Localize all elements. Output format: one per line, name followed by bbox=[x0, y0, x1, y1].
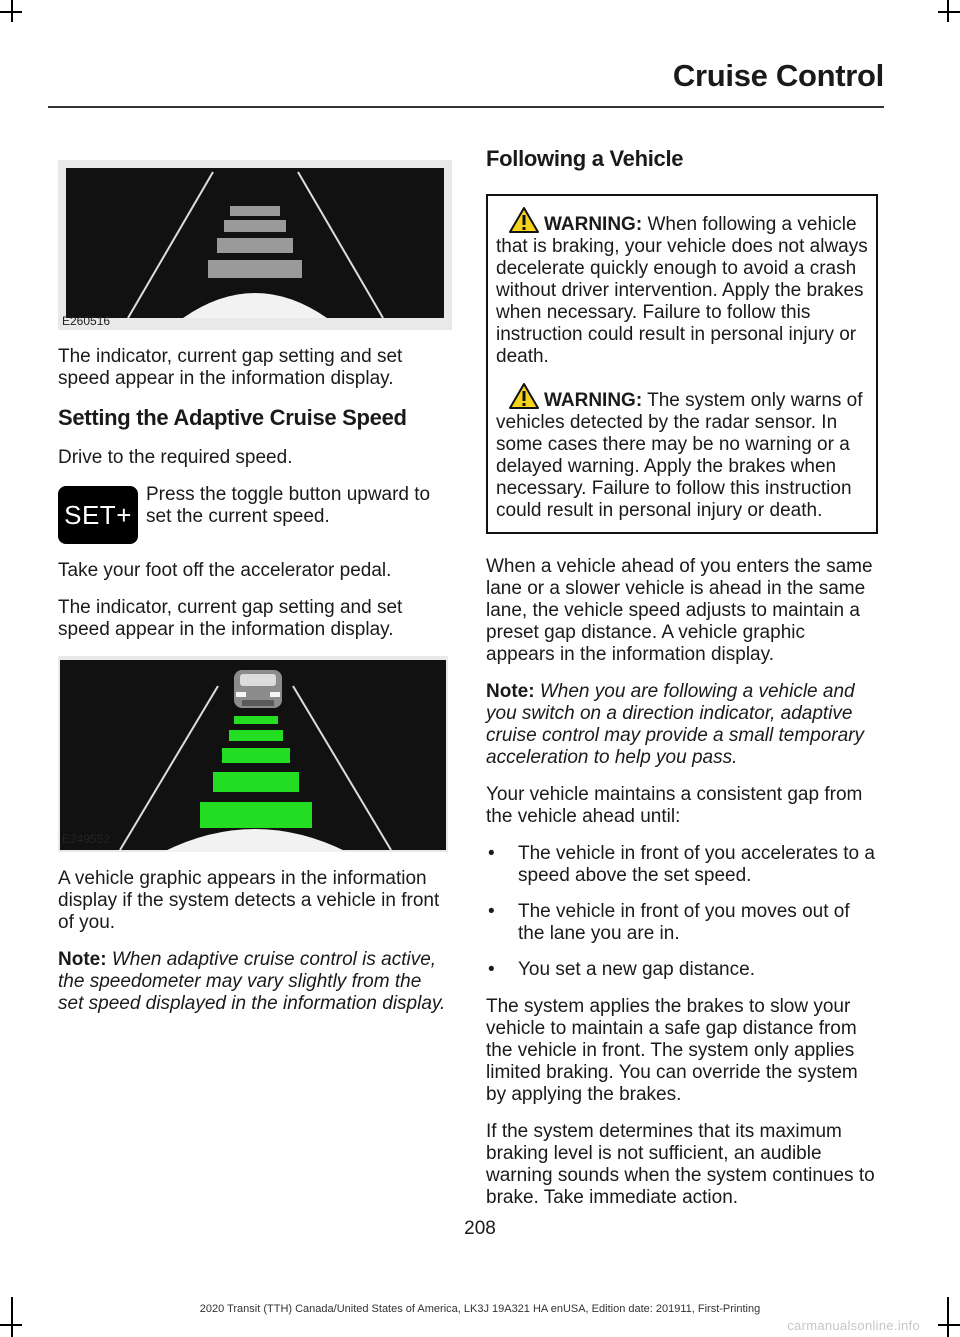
paragraph: The indicator, current gap setting and set speed appear in the information display. bbox=[58, 597, 403, 640]
warning-text: The system only warns of vehicles detected by the radar sensor. In some cases there may be no warning or a delayed warning. Apply the brakes when necessary. Failure to follow this instruction could result in personal injury or death. bbox=[496, 390, 863, 521]
gap-bar-green bbox=[234, 716, 278, 724]
note bbox=[58, 949, 448, 1015]
note-label: Note: bbox=[58, 949, 107, 970]
gap-bar-green bbox=[229, 730, 283, 741]
gap-bar-green bbox=[213, 772, 299, 792]
paragraph: Your vehicle maintains a consistent gap from the vehicle ahead until: bbox=[486, 784, 863, 827]
gap-display-illustration bbox=[58, 150, 452, 330]
warning-triangle-icon bbox=[508, 206, 540, 234]
note-text: When adaptive cruise control is active, the speedometer may vary slightly from the set speed displayed in the information display. bbox=[58, 949, 446, 1014]
list-item: • You set a new gap distance. bbox=[486, 959, 878, 981]
left-column bbox=[58, 150, 448, 1030]
footer-text: 2020 Transit (TTH) Canada/United States of America, LK3J 19A321 HA enUSA, Edition date: 201911, First-Printing bbox=[199, 1303, 761, 1315]
warning-label: WARNING: bbox=[544, 214, 643, 235]
watermark: carmanualsonline.info bbox=[787, 1318, 920, 1333]
gap-bar-gray bbox=[217, 238, 293, 253]
page-title: Cruise Control bbox=[672, 58, 884, 93]
note-text: When you are following a vehicle and you switch on a direction indicator, adaptive cruise control may provide a small temporary acceleration to help you pass. bbox=[486, 681, 865, 768]
lead-vehicle-icon bbox=[234, 670, 282, 708]
section-heading: Following a Vehicle bbox=[486, 146, 684, 171]
warning-label: WARNING: bbox=[544, 390, 643, 411]
gap-display-figure-no-vehicle bbox=[58, 150, 448, 330]
figure-code: E249552 bbox=[62, 832, 111, 846]
note bbox=[486, 681, 878, 769]
crop-mark bbox=[938, 11, 960, 13]
paragraph: If the system determines that its maximum braking level is not sufficient, an audible warning sounds when the system continues to brake. Take immediate action. bbox=[486, 1121, 875, 1208]
gap-display-figure-with-vehicle bbox=[58, 656, 448, 852]
warning-paragraph bbox=[496, 382, 868, 522]
set-plus-button-icon: SET+ bbox=[58, 486, 138, 544]
paragraph: Press the toggle button upward to set the current speed. bbox=[146, 484, 431, 527]
warning-text: When following a vehicle that is braking, your vehicle does not always decelerate quickly enough to avoid a crash without driver intervention. Apply the brakes when necessary. Failure to follow this instruction could result in personal injury or death. bbox=[496, 214, 868, 367]
crop-mark bbox=[0, 11, 22, 13]
section-heading: Setting the Adaptive Cruise Speed bbox=[58, 405, 407, 430]
crop-mark bbox=[0, 1324, 22, 1326]
paragraph: Drive to the required speed. bbox=[58, 447, 293, 468]
paragraph: The system applies the brakes to slow your vehicle to maintain a safe gap distance from the vehicle in front. The system only applies limited braking. You can override the system by applying the brakes. bbox=[486, 996, 858, 1105]
list-item: • The vehicle in front of you moves out of the lane you are in. bbox=[486, 901, 878, 945]
header-divider bbox=[48, 106, 884, 108]
right-column bbox=[486, 146, 878, 1224]
gap-bar-green bbox=[200, 802, 312, 828]
set-instruction-row bbox=[58, 484, 448, 546]
warning-triangle-icon bbox=[508, 382, 540, 410]
page-number: 208 bbox=[464, 1218, 496, 1239]
warning-paragraph bbox=[496, 206, 868, 368]
bullet-list bbox=[486, 843, 878, 981]
figure-code: E260516 bbox=[62, 314, 111, 328]
paragraph: The indicator, current gap setting and set speed appear in the information display. bbox=[58, 346, 403, 389]
gap-bar-gray bbox=[208, 260, 302, 278]
gap-bar-gray bbox=[224, 220, 286, 232]
warning-box bbox=[486, 194, 878, 534]
note-label: Note: bbox=[486, 681, 535, 702]
crop-mark bbox=[938, 1324, 960, 1326]
gap-bar-gray bbox=[230, 206, 280, 216]
paragraph: A vehicle graphic appears in the information display if the system detects a vehicle in front of you. bbox=[58, 868, 440, 933]
list-item: • The vehicle in front of you accelerates to a speed above the set speed. bbox=[486, 843, 878, 887]
gap-bar-green bbox=[222, 748, 290, 763]
paragraph: Take your foot off the accelerator pedal. bbox=[58, 560, 392, 581]
gap-display-illustration bbox=[58, 656, 448, 852]
paragraph: When a vehicle ahead of you enters the same lane or a slower vehicle is ahead in the same lane, the vehicle speed adjusts to maintain a preset gap distance. A vehicle graphic appears in the information display. bbox=[486, 556, 873, 665]
